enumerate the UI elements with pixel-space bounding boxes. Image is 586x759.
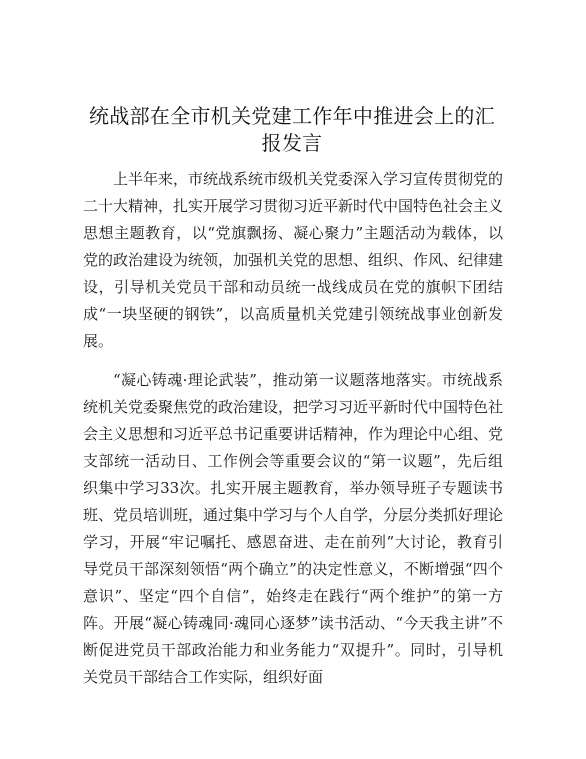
paragraph-intro: 上半年来，市统战系统市级机关党委深入学习宣传贯彻党的二十大精神，扎实开展学习贯彻习近平新时代中国特色社会主义思想主题教育，以“党旗飘扬、凝心聚力”主题活动为载体，以党的政治建设为统领，加强机关党的思想、组织、作风、纪律建设，引导机关党员干部和动员统一战线成员在党的旗帜下团结成“一块坚硬的钢铁”，以高质量机关党建引领统战事业创新发展。 [83,170,504,350]
document-body [83,166,503,691]
paragraph-theory-study: “凝心铸魂·理论武装”，推动第一议题落地落实。市统战系统机关党委聚焦党的政治建设，把学习习近平新时代中国特色社会主义思想和习近平总书记重要讲话精神，作为理论中心组、党支部统一活动日、工作例会等重要会议的“第一议题”，先后组织集中学习33次。扎实开展主题教育，举办领导班子专题读书班、党员培训班，通过集中学习与个人自学，分层分类抓好理论学习，开展“牢记嘱托、感恩奋进、走在前列”大讨论，教育引导党员干部深刻领悟“两个确立”的决定性意义，不断增强“四个意识”、坚定“四个自信”，始终走在践行“两个维护”的第一方阵。开展“凝心铸魂同·魂同心逐梦”读书活动、“今天我主讲”不断促进党员干部政治能力和业务能力“双提升”。同时，引导机关党员干部结合工作实际，组织好面 [83,371,504,686]
document-title: 统战部在全市机关党建工作年中推进会上的汇报发言 [89,104,495,155]
